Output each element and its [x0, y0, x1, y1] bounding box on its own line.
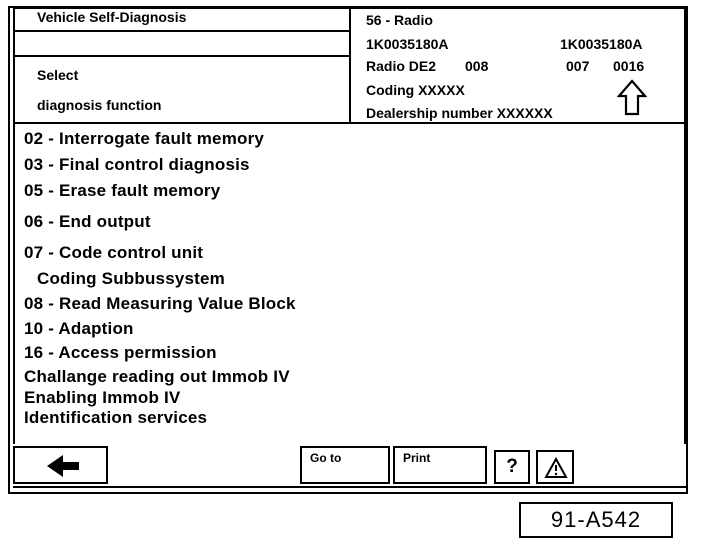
version-a: 008 — [465, 58, 489, 74]
menu-item-coding-subbussystem[interactable]: Coding Subbussystem — [37, 269, 225, 288]
menu-item-adaption[interactable]: 10 - Adaption — [24, 319, 134, 338]
menu-item-code-control-unit[interactable]: 07 - Code control unit — [24, 243, 204, 262]
scroll-up-arrow-icon[interactable] — [617, 79, 647, 117]
print-button-label: Print — [403, 451, 431, 465]
version-c: 0016 — [613, 58, 645, 74]
menu-item-interrogate-fault-memory[interactable]: 02 - Interrogate fault memory — [24, 129, 265, 148]
menu-item-enabling-immob[interactable]: Enabling Immob IV — [24, 388, 181, 407]
menu-item-read-measuring-value-block[interactable]: 08 - Read Measuring Value Block — [24, 294, 296, 313]
help-button[interactable] — [494, 450, 530, 484]
coding-value: Coding XXXXX — [366, 82, 465, 98]
menu-item-identification-services[interactable]: Identification services — [24, 408, 208, 427]
component-name: Radio DE2 — [366, 58, 437, 74]
menu-item-erase-fault-memory[interactable]: 05 - Erase fault memory — [24, 181, 221, 200]
back-button[interactable] — [13, 446, 108, 484]
part-number-left: 1K0035180A — [366, 36, 449, 52]
goto-button-label: Go to — [310, 451, 342, 465]
back-arrow-icon — [45, 454, 81, 478]
select-label: Select — [37, 67, 79, 83]
figure-id-tag: 91-A542 — [519, 502, 673, 538]
control-unit-address: 56 - Radio — [366, 12, 433, 28]
app-title: Vehicle Self-Diagnosis — [37, 9, 187, 25]
header-left-panel — [13, 7, 351, 124]
version-b: 007 — [566, 58, 590, 74]
print-button[interactable] — [393, 446, 487, 484]
control-unit-info-panel — [351, 7, 686, 124]
dealership-number: Dealership number XXXXXX — [366, 105, 553, 121]
goto-button[interactable] — [300, 446, 390, 484]
warning-button[interactable] — [536, 450, 574, 484]
header-divider-middle — [15, 55, 349, 57]
menu-item-challange-reading-immob[interactable]: Challange reading out Immob IV — [24, 367, 290, 386]
menu-item-access-permission[interactable]: 16 - Access permission — [24, 343, 217, 362]
function-label: diagnosis function — [37, 97, 162, 113]
part-number-right: 1K0035180A — [560, 36, 643, 52]
header-divider-top — [15, 30, 349, 32]
menu-item-final-control-diagnosis[interactable]: 03 - Final control diagnosis — [24, 155, 250, 174]
menu-item-end-output[interactable]: 06 - End output — [24, 212, 151, 231]
footer-divider — [13, 486, 686, 488]
warning-triangle-icon — [544, 457, 568, 479]
help-icon: ? — [506, 456, 518, 477]
